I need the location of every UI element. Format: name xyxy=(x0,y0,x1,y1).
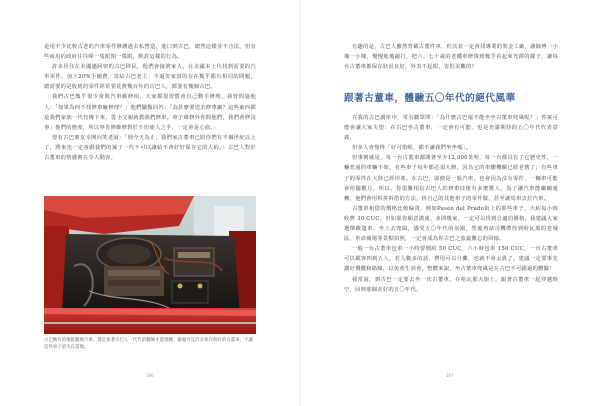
paragraph: 一般一台古董車包車一小時要價約 50 CUC，六小時包車 150 CUC，一台古董車可以載客四到五人，若人數多的話，費用可以分攤，也就不會太貴了。建議一定要事先講好價錢和路線，以免產生誤會。整體來說，坐古董車兜風是在古巴不可錯過的體驗！ xyxy=(344,246,558,273)
paragraph: 古董車租借的價格比較偏貴，例如Paseo del Prado街上的那些車子，大約每小時收費 30 CUC，但如果你願意溝通、多問幾家，一定可以找到合適的價格。我建議大家選擇敞篷車，坐上去兜風，感受五〇年代的氛圍，然後再請司機帶你到哈瓦那的老城區、革命廣場等景點拍照，一定會成為你古巴之旅最難忘的回憶。 xyxy=(344,205,558,243)
paragraph: 在我的古巴講座中，常有聽眾問：「為什麼古巴還不能坐坐古董車兜風呢？」答案可能會讓大家失望：在古巴坐古董車，一定會有可能，也是充滿期待的五〇年代代表意義。 xyxy=(344,115,558,142)
section-heading: 跟著古董車，體驗五〇年代的絕代風華 xyxy=(344,93,516,104)
paragraph: 我常說，到古巴一定要去坐一次古董車，在哈瓦那大街上，跟著古董車一起穿越時空，回到那個美好的五〇年代。 xyxy=(344,276,558,293)
paragraph: 是用不少比較古老的汽車零件修護過去私營造，進口到古巴，總然這樣並不合法，但有些商用的政府往往睜一隻眼閉一隻眼，默許這樣的行為。 xyxy=(44,44,256,61)
page-number: 197 xyxy=(446,373,454,378)
engine-bay-photo xyxy=(44,196,256,334)
paragraph: 許多居住在美國邁阿密的古巴移民，他們會接濟家人，在美國本土代找到需要的汽車零件，加上20%手續費，寄給古巴老主：不過寄家當的存在幾乎都有相同的問題，總需要的是收到的零件經常要花費幾百年的古巴人，都要有幾個古巴。 xyxy=(44,64,256,91)
paragraph: 但事實就是，每一台古董車都開著至少12,000英哩，每一台都具有了它歷史性，一輛普通的車輛不如，有些車子每年都必須大修，因為它的車體機關已經老舊了；有些車子的零件在大陸已經停產。在古巴，即便是一般汽車，也會因為沒有零件，一輛車可能會停擺數月，所以，你很難相信古巴人的修車技術有多麼驚人，為了讓汽車能繼續運轉，他們會用拆拼拆借的方法，拆自己的其他車子的零件做，甚至讓馬車去拉汽車。 xyxy=(344,155,558,202)
paragraph: 但多人會覺得「好可惜喔，都不讓我們坐坐嗎」。 xyxy=(351,145,472,152)
left-body-text xyxy=(44,42,256,163)
right-body-text xyxy=(344,113,558,295)
paragraph: 我們古巴幾乎很少會與汽車維修相，大家都很習慣會自己動手修理，我曾問過他人：「如果為何不找修車廠修理？」他們驕傲回答：「為甚麼要送去修車廠？這些東西都是我們家族一代代傳下來，從小父親就教我們修車。車子維修外你問他們，我們會修沒事」他們的態度，所以寧肯修維修對於不但使人之手，一定會是心血。」 xyxy=(44,94,256,131)
right-intro-text xyxy=(344,42,558,72)
photo-caption: 古巴擁有的地區翻修汽車，都是靠著古巴人一代代的翻修才能運轉。隨處可見許多保存很好的古董車，不讓這些車子消失在當地。 xyxy=(44,338,253,350)
paragraph: 曾有古巴朋友幸開向笑老說：「到今天為止，我們家古董車已陪你們有半個世紀以上了，將來也一定會跟我們的孫子一代不可以讓給不會好好保存它的人的。」古巴人對於古董車的情感實在令人動容。 xyxy=(44,134,256,162)
right-page xyxy=(300,0,600,406)
paragraph: 有趣的是，古巴人雖然背載古董件車，但其並一定會找專業的裝金工廠，讓師傅一小塊一小塊，慢慢地地敲打，把六、七十歲的老鐵車修復到幾乎看起來光澤的樣子，讓每台古董車都保存狀況良好，外表不起眼、害怕美觀的？ xyxy=(344,44,558,71)
page-number: 196 xyxy=(146,373,154,378)
